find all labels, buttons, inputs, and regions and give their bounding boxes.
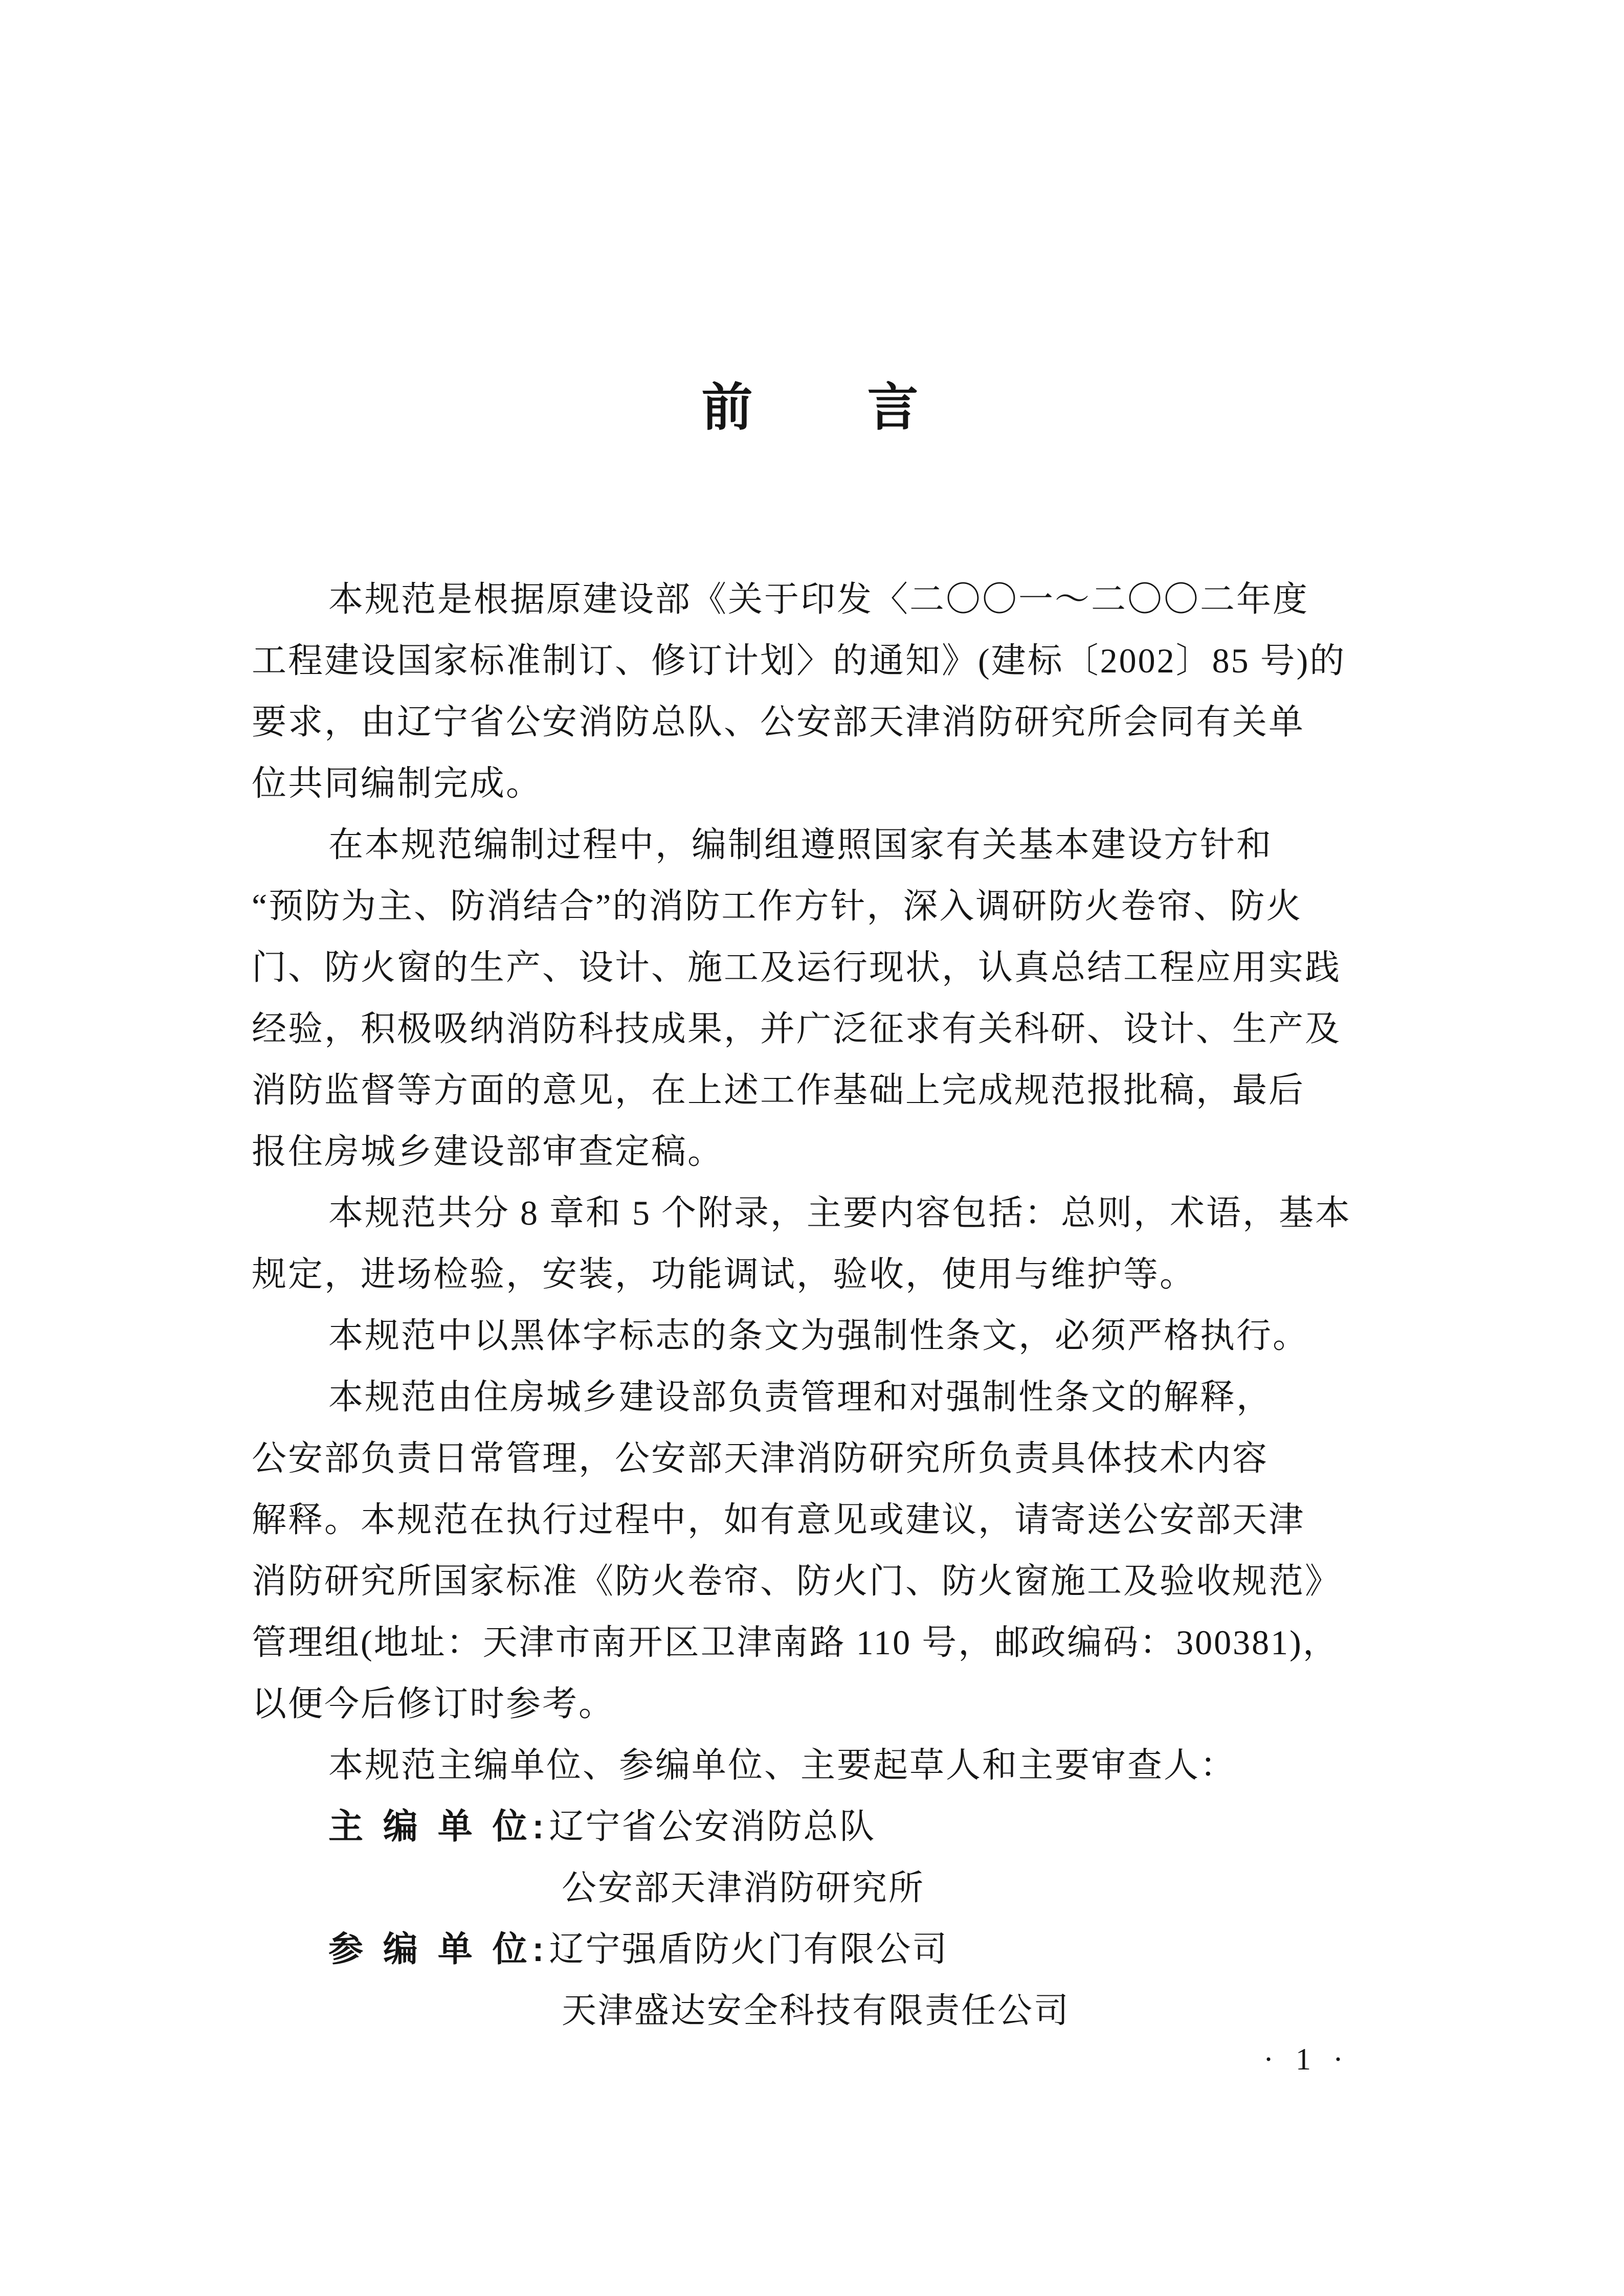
unit-label: 主 编 单 位:	[328, 1807, 549, 1846]
text-line: 消防监督等方面的意见，在上述工作基础上完成规范报批稿，最后	[252, 1071, 1305, 1110]
body-text	[252, 569, 1400, 2041]
unit-value: 辽宁省公安消防总队	[549, 1807, 876, 1846]
page-title: 前 言	[701, 379, 923, 436]
unit-label: 参 编 单 位:	[328, 1930, 549, 1969]
text-line: 报住房城乡建设部审查定稿。	[252, 1132, 724, 1171]
text-line: 解释。本规范在执行过程中，如有意见或建议，请寄送公安部天津	[252, 1500, 1305, 1539]
text-line: 位共同编制完成。	[252, 764, 543, 803]
text-line: 本规范共分 8 章和 5 个附录，主要内容包括：总则，术语，基本	[328, 1194, 1352, 1232]
text-line: 经验，积极吸纳消防科技成果，并广泛征求有关科研、设计、生产及	[252, 1009, 1342, 1048]
page-number: · 1 ·	[1263, 2042, 1350, 2076]
text-line: 要求，由辽宁省公安消防总队、公安部天津消防研究所会同有关单	[252, 703, 1305, 741]
text-line: 消防研究所国家标准《防火卷帘、防火门、防火窗施工及验收规范》	[252, 1562, 1342, 1601]
text-line: 以便今后修订时参考。	[252, 1684, 615, 1723]
text-line: 在本规范编制过程中，编制组遵照国家有关基本建设方针和	[328, 825, 1273, 864]
text-line: 天津盛达安全科技有限责任公司	[562, 1991, 1071, 2030]
text-line: 工程建设国家标准制订、修订计划〉的通知》(建标〔2002〕85 号)的	[252, 641, 1346, 680]
unit-line	[252, 1796, 1400, 1857]
text-line: “预防为主、防消结合”的消防工作方针，深入调研防火卷帘、防火	[252, 887, 1303, 926]
text-line: 公安部负责日常管理，公安部天津消防研究所负责具体技术内容	[252, 1439, 1269, 1478]
text-line: 本规范主编单位、参编单位、主要起草人和主要审查人：	[328, 1746, 1237, 1785]
unit-line	[252, 1919, 1400, 1980]
text-line: 管理组(地址：天津市南开区卫津南路 110 号，邮政编码：300381)，	[252, 1623, 1339, 1662]
text-line: 门、防火窗的生产、设计、施工及运行现状，认真总结工程应用实践	[252, 948, 1342, 987]
unit-value: 辽宁强盾防火门有限公司	[549, 1930, 949, 1969]
text-line: 本规范中以黑体字标志的条文为强制性条文，必须严格执行。	[328, 1316, 1309, 1355]
text-line: 公安部天津消防研究所	[562, 1869, 925, 1907]
text-line: 本规范由住房城乡建设部负责管理和对强制性条文的解释，	[328, 1378, 1273, 1416]
text-line: 本规范是根据原建设部《关于印发〈二〇〇一～二〇〇二年度	[328, 580, 1309, 619]
text-line: 规定，进场检验，安装，功能调试，验收，使用与维护等。	[252, 1255, 1196, 1294]
